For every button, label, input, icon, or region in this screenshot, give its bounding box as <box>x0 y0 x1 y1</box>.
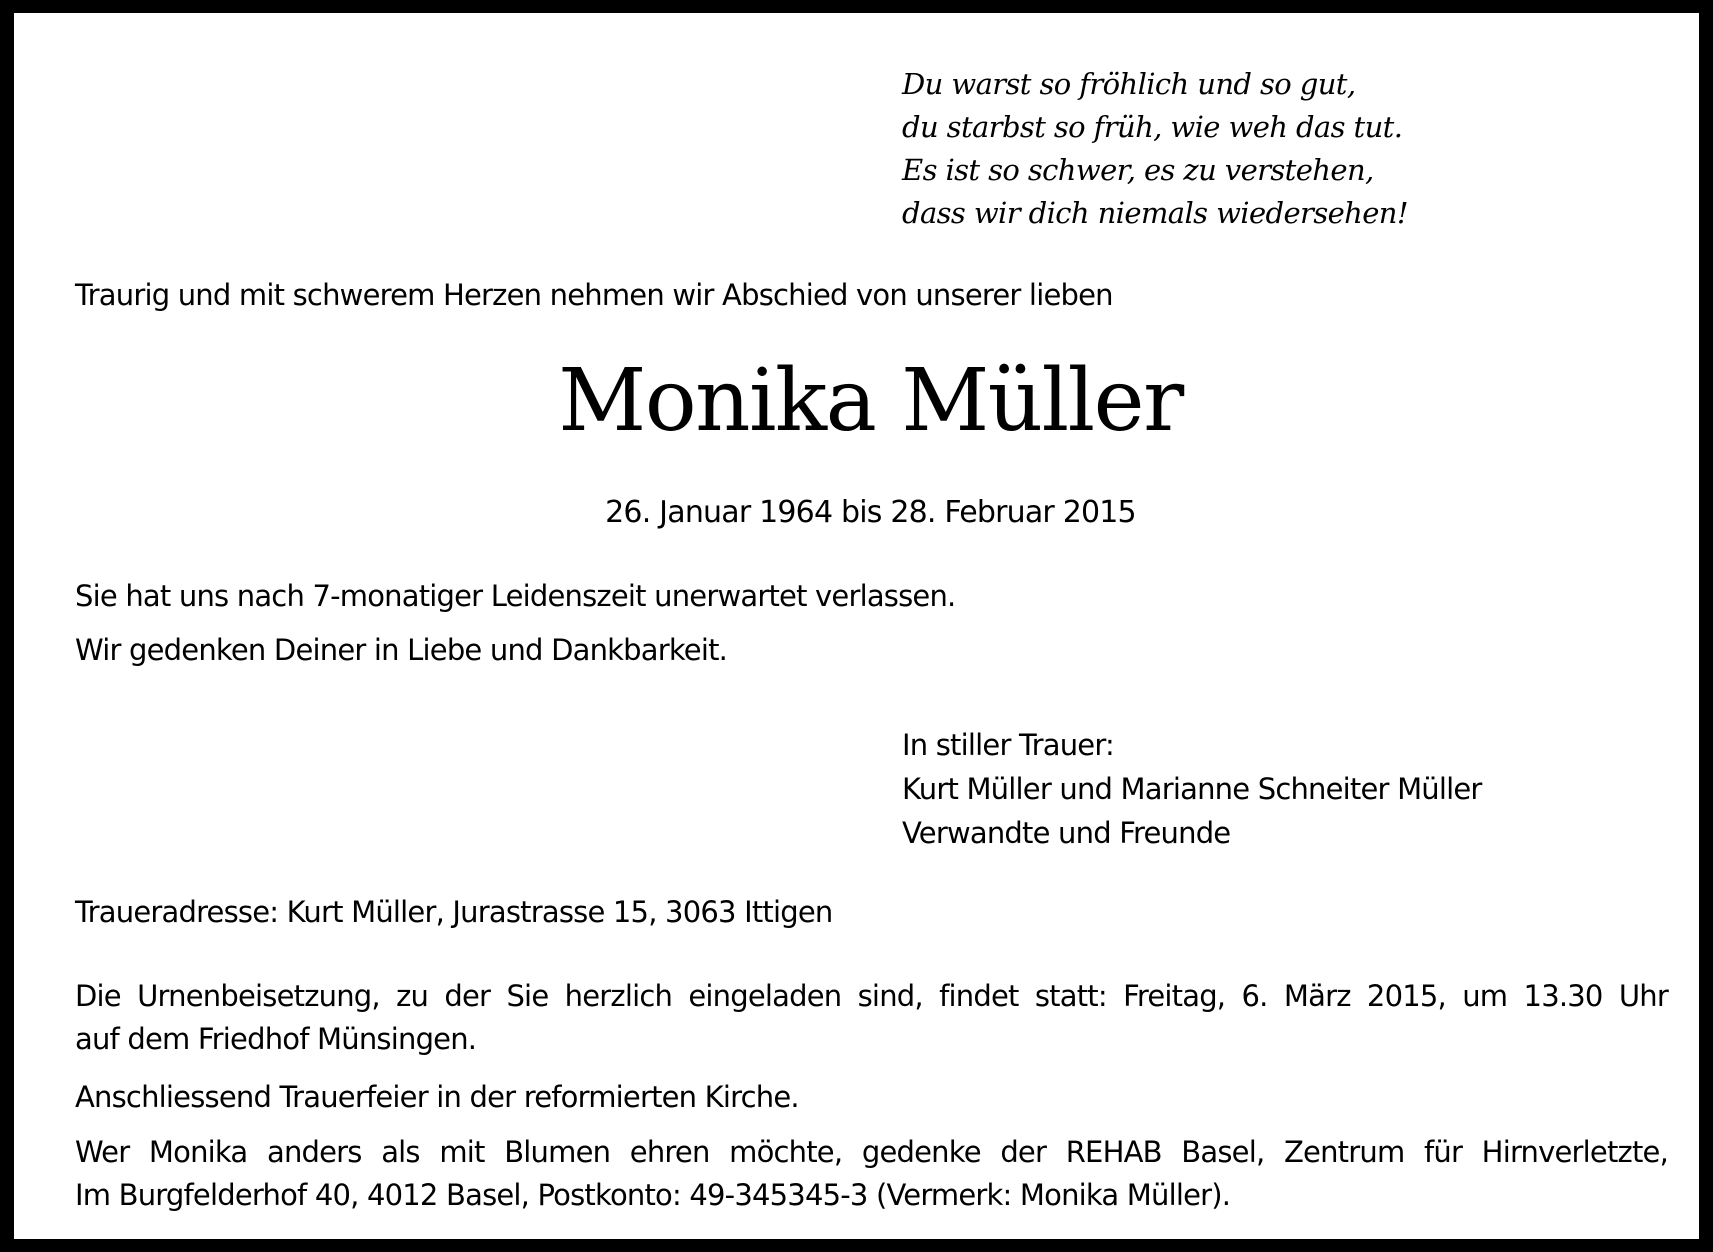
intro-text: Traurig und mit schwerem Herzen nehmen wir Abschied von unserer lieben <box>75 278 1113 312</box>
mourner-name: Kurt Müller und Marianne Schneiter Müller <box>902 772 1482 806</box>
poem-line: du starbst so früh, wie weh das tut. <box>902 110 1403 144</box>
service-paragraph <box>75 1076 1668 1119</box>
poem-line: dass wir dich niemals wiedersehen! <box>902 196 1408 230</box>
life-dates: 26. Januar 1964 bis 28. Februar 2015 <box>605 495 1136 530</box>
farewell-text: Sie hat uns nach 7-monatiger Leidenszeit unerwartet verlassen. <box>75 579 956 613</box>
burial-line: Die Urnenbeisetzung, zu der Sie herzlich eingeladen sind, findet statt: Freitag, 6. März 2015, um 13.30 Uhr <box>75 979 1668 1013</box>
mourning-address: Traueradresse: Kurt Müller, Jurastrasse 15, 3063 Ittigen <box>75 895 833 929</box>
donation-line: Im Burgfelderhof 40, 4012 Basel, Postkonto: 49-345345-3 (Vermerk: Monika Müller). <box>75 1178 1231 1212</box>
poem-line: Es ist so schwer, es zu verstehen, <box>902 153 1374 187</box>
burial-line: auf dem Friedhof Münsingen. <box>75 1022 477 1056</box>
mourners-block <box>902 723 1482 855</box>
mourners-heading: In stiller Trauer: <box>902 728 1114 762</box>
poem <box>902 63 1408 235</box>
service-line: Anschliessend Trauerfeier in der reformierten Kirche. <box>75 1080 799 1114</box>
deceased-name: Monika Müller <box>558 351 1183 451</box>
donation-line: Wer Monika anders als mit Blumen ehren möchte, gedenke der REHAB Basel, Zentrum für Hirnverletzte, <box>75 1135 1668 1169</box>
mourner-name: Verwandte und Freunde <box>902 816 1231 850</box>
remembrance-text: Wir gedenken Deiner in Liebe und Dankbarkeit. <box>75 633 728 667</box>
donation-paragraph <box>75 1131 1668 1217</box>
burial-paragraph <box>75 975 1668 1061</box>
poem-line: Du warst so fröhlich und so gut, <box>902 67 1356 101</box>
